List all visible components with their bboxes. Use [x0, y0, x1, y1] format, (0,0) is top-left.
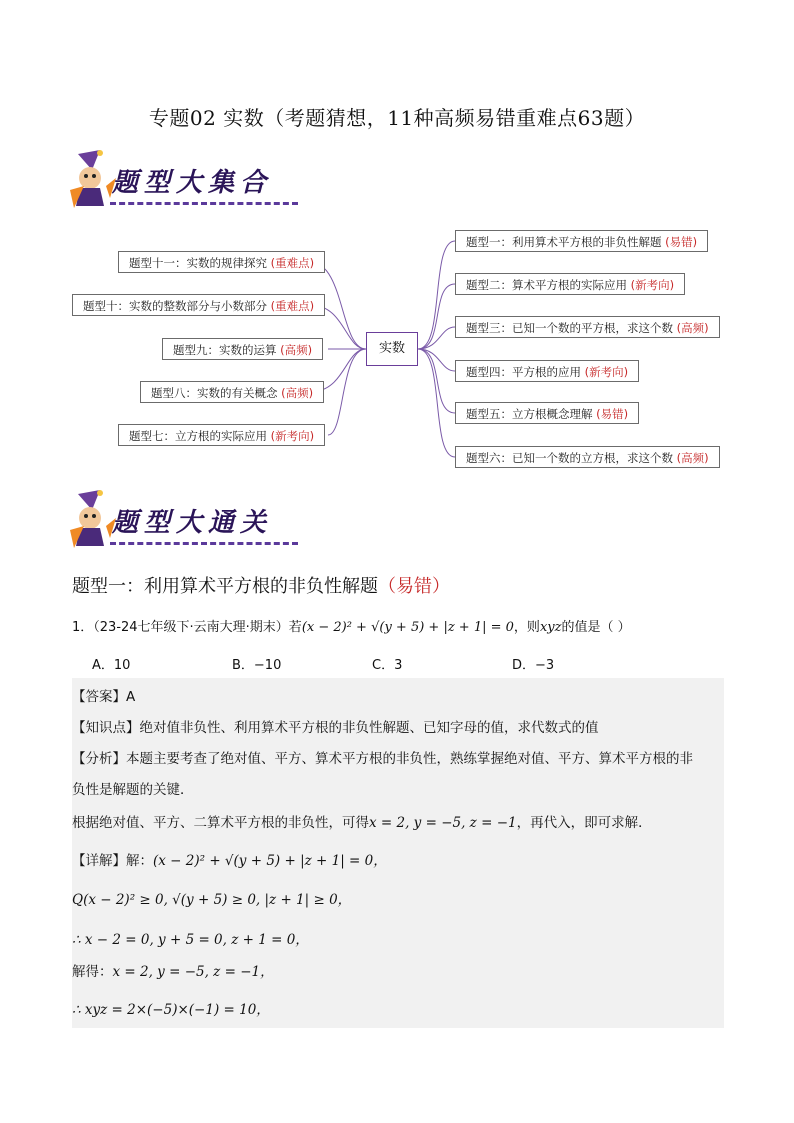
mindmap-node-7: 题型七：立方根的实际应用 (新考向)	[118, 424, 325, 446]
detail-line-5: ∴ xyz = 2×(−5)×(−1) = 10，	[72, 1002, 270, 1018]
mindmap-node-11: 题型十一：实数的规律探究 (重难点)	[118, 251, 325, 273]
section-heading: 题型一：利用算术平方根的非负性解题（易错）	[72, 576, 450, 597]
banner-pass-text: 题型大通关	[112, 508, 273, 538]
analysis-line-2: 负性是解题的关键．	[72, 782, 194, 798]
question-options	[92, 654, 712, 673]
option-c: C．3	[372, 658, 403, 673]
question-1: 1．（23-24七年级下·云南大理·期末）若(x − 2)² + √(y + 5) + |z + 1| = 0，则xyz的值是（ ）	[72, 620, 631, 635]
detail-line-4: 解得：x = 2, y = −5, z = −1，	[72, 964, 274, 980]
detail-line-2: Q(x − 2)² ≥ 0, √(y + 5) ≥ 0, |z + 1| ≥ 0，	[72, 892, 352, 908]
question-formula: (x − 2)² + √(y + 5) + |z + 1| = 0	[301, 620, 514, 635]
detail-line-3: ∴ x − 2 = 0, y + 5 = 0, z + 1 = 0，	[72, 932, 309, 948]
mindmap-node-1: 题型一：利用算术平方根的非负性解题 (易错)	[455, 230, 708, 252]
banner-collect-text: 题型大集合	[112, 168, 273, 198]
knowledge-line: 【知识点】绝对值非负性、利用算术平方根的非负性解题、已知字母的值，求代数式的值	[72, 720, 599, 736]
mindmap-center-node: 实数	[366, 332, 418, 366]
analysis-line-3: 根据绝对值、平方、二算术平方根的非负性，可得x = 2, y = −5, z = −1，再代入，即可求解．	[72, 815, 652, 831]
mindmap-node-5: 题型五：立方根概念理解 (易错)	[455, 402, 639, 424]
mindmap-node-9: 题型九：实数的运算 (高频)	[162, 338, 323, 360]
answer-line: 【答案】A	[72, 689, 136, 705]
mindmap-node-6: 题型六：已知一个数的立方根，求这个数 (高频)	[455, 446, 720, 468]
banner-pass	[70, 490, 300, 558]
option-b: B．−10	[232, 658, 282, 673]
page-title: 专题02 实数（考题猜想，11种高频易错重难点63题）	[148, 106, 646, 130]
mindmap-node-8: 题型八：实数的有关概念 (高频)	[140, 381, 324, 403]
detail-line-1: 【详解】解：(x − 2)² + √(y + 5) + |z + 1| = 0，	[72, 853, 387, 869]
mindmap-node-4: 题型四：平方根的应用 (新考向)	[455, 360, 639, 382]
option-d: D．−3	[512, 658, 555, 673]
analysis-line-1: 【分析】本题主要考查了绝对值、平方、算术平方根的非负性，熟练掌握绝对值、平方、算术平方根的非	[72, 751, 693, 767]
option-a: A．10	[92, 658, 131, 673]
banner-divider	[110, 542, 298, 545]
wizard-mascot-icon	[70, 490, 116, 548]
mindmap-node-2: 题型二：算术平方根的实际应用 (新考向)	[455, 273, 685, 295]
mindmap-node-3: 题型三：已知一个数的平方根，求这个数 (高频)	[455, 316, 720, 338]
mindmap-node-10: 题型十：实数的整数部分与小数部分 (重难点)	[72, 294, 325, 316]
